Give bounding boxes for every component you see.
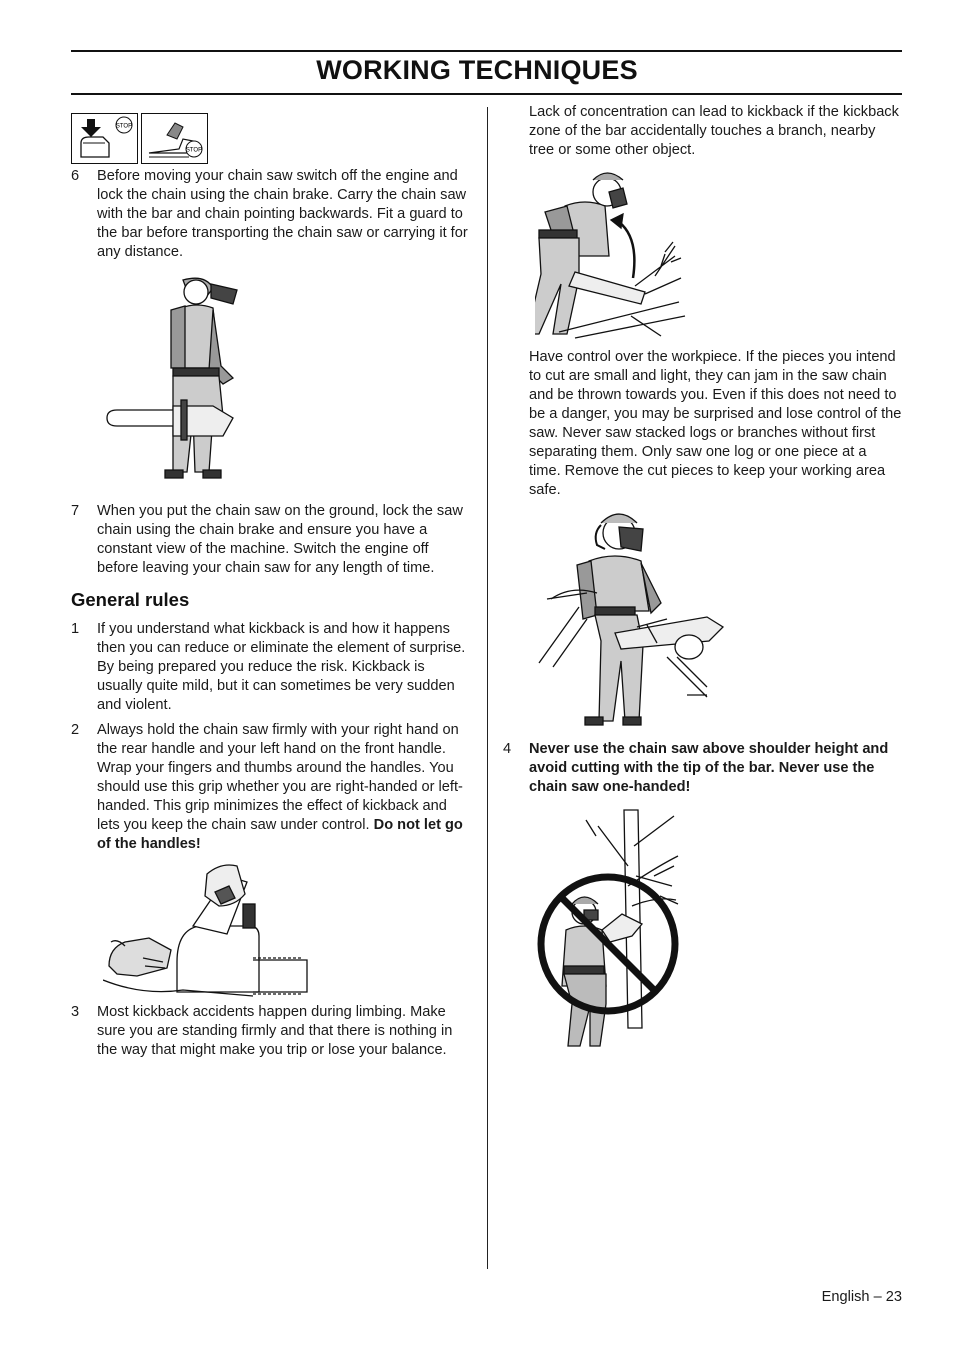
handle-grip-illustration	[103, 862, 309, 1002]
kickback-concentration-text: Lack of concentration can lead to kickback if the kickback zone of the bar accidentally touches a branch, nearby tree or some other object.	[529, 104, 899, 158]
rule-1-text: If you understand what kickback is and how it happens then you can reduce or eliminate the element of surprise. By being prepared you reduce the risk. Kickback is usually quite mild, but it can sometimes be very sudden and violent.	[97, 621, 466, 713]
rule-4-number: 4	[503, 741, 512, 757]
stop-engine-icon	[71, 113, 138, 164]
kickback-branch-illustration	[535, 166, 687, 346]
rule-2-number: 2	[71, 722, 80, 738]
item-6-number: 6	[71, 168, 80, 184]
item-6-text: Before moving your chain saw switch off the engine and lock the chain using the chain brake. Carry the chain saw with the bar and chain pointing backwards. Fit a guard to the bar before transporting the chain saw or carrying it for any distance.	[97, 168, 468, 260]
workpiece-control-text: Have control over the workpiece. If the pieces you intend to cut are small and light, they can jam in the saw chain and be thrown towards you. Even if this does not need to be a danger, you may be surprised and lose control of the saw. Never saw stacked logs or branches without first separating them. Only saw one log or one piece at a time. Remove the cut pieces to keep your working area safe.	[529, 349, 902, 498]
svg-text:STOP: STOP	[185, 147, 203, 154]
svg-text:STOP: STOP	[115, 123, 133, 130]
rule-1-number: 1	[71, 621, 80, 637]
page-footer: English – 23	[821, 1289, 902, 1305]
header-top-rule	[71, 50, 902, 52]
rule-3-text: Most kickback accidents happen during limbing. Make sure you are standing firmly and that there is nothing in the way that might make you trip or lose your balance.	[97, 1004, 453, 1058]
page-title: WORKING TECHNIQUES	[316, 55, 638, 85]
item-7-text: When you put the chain saw on the ground, lock the saw chain using the chain brake and ensure you have a constant view of the machine. Switch the engine off before leaving your chain saw for any length of time.	[97, 503, 463, 576]
rule-2-paragraph	[97, 721, 470, 854]
column-divider	[487, 107, 488, 1269]
carry-saw-icon	[141, 113, 208, 164]
rule-2-bold-warning: Do not let go of the handles!	[97, 817, 463, 852]
rule-4-text: Never use the chain saw above shoulder height and avoid cutting with the tip of the bar. Never use the chain saw one-handed!	[529, 741, 889, 795]
rule-2-text: Always hold the chain saw firmly with your right hand on the rear handle and your left hand on the front handle. Wrap your fingers and thumbs around the handles. You should use this grip whether you are right-handed or left-handed. This grip minimizes the effect of kickback and lets you keep the chain saw under control.	[97, 722, 463, 833]
item-7-number: 7	[71, 503, 80, 519]
sawhorse-cutting-illustration	[537, 507, 729, 739]
header-bottom-rule	[71, 93, 902, 95]
man-carrying-saw-illustration	[103, 270, 245, 498]
prohibited-above-shoulder-illustration	[536, 806, 688, 1056]
general-rules-heading: General rules	[71, 589, 190, 610]
rule-3-number: 3	[71, 1004, 80, 1020]
